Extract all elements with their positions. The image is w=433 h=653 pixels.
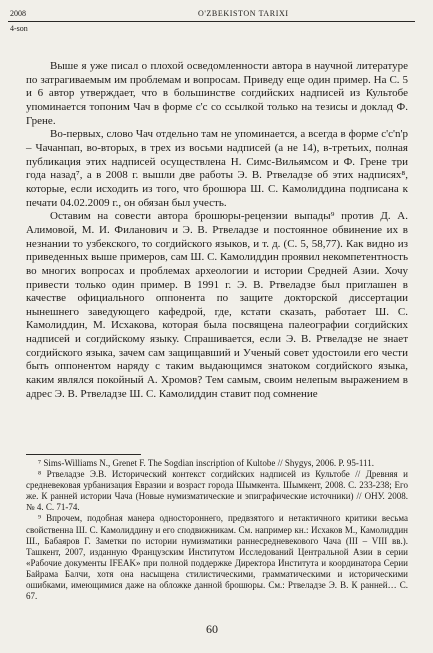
header-journal-title: O'ZBEKISTON TARIXI — [198, 9, 289, 18]
body-text — [26, 60, 408, 401]
body-paragraph-3: Оставим на совести автора брошюры-рецензии выпады⁹ против Д. А. Алимовой, М. И. Филанович и Э. В. Ртвеладзе и постоянное обвинение их в незнании то узбекского, то согдийского языков, и т. д. (С. 5, 58,77). Как видно из приведенных выше примеров, сам Ш. С. Камолиддин проявил некомпетентность во многих вопросах и проблемах археологии и истории Средней Азии. Хочу привести только один пример. В 1991 г. Э. В. Ртвеладзе был приглашен в качестве официального оппонента по защите докторской диссертации нынешнего заведующего кафедрой, где, кстати сказать, работает Ш. С. Камолиддин, М. Исхакова, которая была посвящена палеографии согдийских надписей и согдийскому языку. Спрашивается, если Э. В. Ртвеладзе не знает согдийского языка, зачем сам защищавший и Ученый совет удостоили его чести быть оппонентом наряду с таким выдающимся знатоком согдийского языка, каким являлся покойный А. Хромов? Тем самым, своим нелепым выражением в адрес Э. В. Ртвеладзе Ш. С. Камолиддин ставит под сомнение — [26, 210, 408, 400]
footnote-rule — [26, 454, 141, 455]
footnote-7: ⁷ Sims-Williams N., Grenet F. The Sogdian inscription of Kultobe // Shygys, 2006. P. 95-111. — [38, 458, 374, 468]
header-issue: 4-son — [10, 24, 28, 33]
footnote-9: ⁹ Впрочем, подобная манера одностороннего, предвзятого и нетактичного критики весьма свойственна Ш. С. Камолиддину и его сподвижникам. См. например кн.: Исхаков М., Камолиддин Ш., Бабаяров Г. Заметки по истории нумизматики раннесредневекового Чача (III – VIII вв.). Ташкент, 2007, изданную Французским Институтом Исследований Центральной Азии в серии «Рабочие документы IFEAK» при полной поддержке Директора Института и координатора Серии Байрама Балчи, хотя она насыщена стилистическими, грамматическими и историческими ошибками, имеющимися даже на обложке данной брошюры. См.: Ртвеладзе Э. В. К ранней… С. 67. — [26, 513, 408, 602]
footnotes — [26, 458, 408, 602]
header-year: 2008 — [10, 9, 26, 18]
footnote-8: ⁸ Ртвеладзе Э.В. Исторический контекст согдийских надписей из Культобе // Древняя и средневековая урбанизация Евразии и возраст города Шымкента. Шымкент, 2008. С. 233-238; Его же. К ранней истории Чача (Новые нумизматические и эпиграфические источники) // ОНУ. 2008. № 4. С. 71-74. — [26, 469, 408, 513]
body-paragraph-2: Во-первых, слово Чач отдельно там не упоминается, а всегда в форме c'c'n'p – Чачанпап, во-вторых, в трех из восьми надписей (а не 14), в-третьих, полная публикация этих надписей осуществлена Н. Симс-Вильямсом и Ф. Грене три года назад⁷, а в 2008 г. вышли две работы Э. В. Ртвеладзе об этих надписях⁸, которые, если исходить из того, что брошюра Ш. С. Камолиддина подписана к печати 04.02.2009 г., он обязан был учесть. — [26, 128, 408, 209]
page-number: 60 — [206, 622, 218, 636]
body-paragraph-1: Выше я уже писал о плохой осведомленности автора в научной литературе по затрагиваемым им проблемам и вопросам. Приведу еще один пример. На С. 5 и 6 автор утверждает, что в большинстве согдийских надписей из Культобе упоминается топоним Чач в форме c'c со ссылкой только на тезисы и доклад Ф. Грене. — [26, 60, 408, 127]
header-rule — [8, 21, 415, 22]
